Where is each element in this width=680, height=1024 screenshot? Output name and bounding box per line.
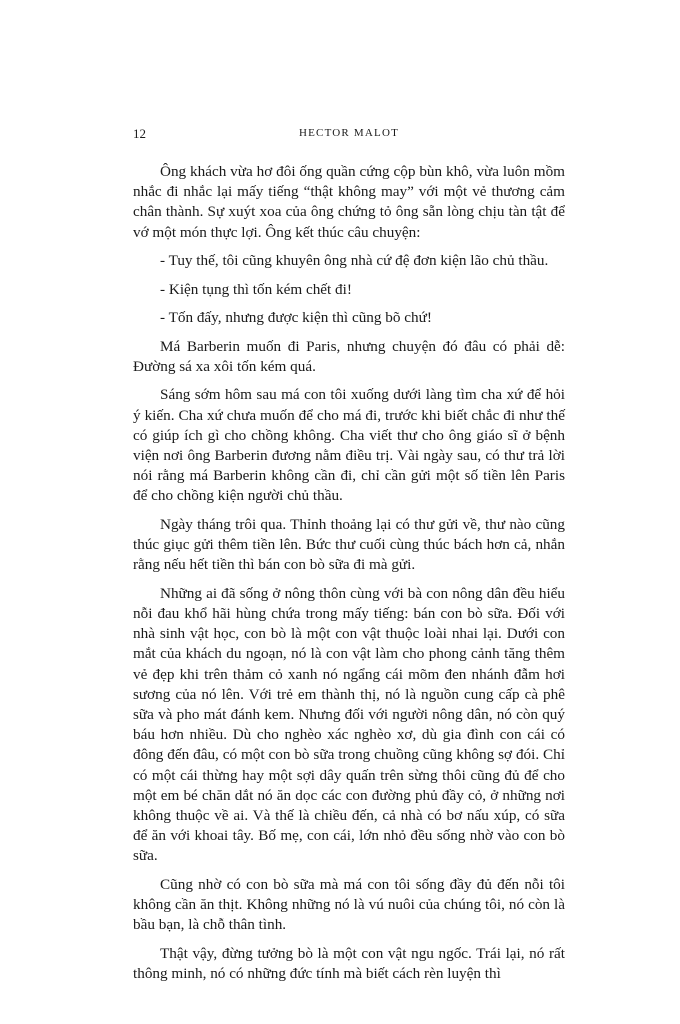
paragraph: Cũng nhờ có con bò sữa mà má con tôi sống đầy đủ đến nỗi tôi không cần ăn thịt. Không những nó là vú nuôi của chúng tôi, nó còn là bầu bạn, là chỗ thân tình. — [133, 875, 565, 934]
running-head: HECTOR MALOT — [298, 127, 400, 139]
paragraph: Thật vậy, đừng tưởng bò là một con vật ngu ngốc. Trái lại, nó rất thông minh, nó có những đức tính mà biết cách rèn luyện thì — [133, 944, 565, 982]
paragraph: Ông khách vừa hơ đôi ống quần cứng cộp bùn khô, vừa luôn mồm nhắc đi nhắc lại mấy tiếng “thật không may” với một vẻ thương cảm chân thành. Sự xuýt xoa của ông chứng tỏ ông sẵn lòng chịu tàn tật để vớ một món thực lợi. Ông kết thúc câu chuyện: — [133, 163, 565, 241]
page-number: 12 — [133, 126, 146, 141]
dialogue-line: - Kiện tụng thì tốn kém chết đi! — [160, 280, 352, 298]
paragraph: Ngày tháng trôi qua. Thỉnh thoảng lại có thư gửi về, thư nào cũng thúc giục gửi thêm tiền lên. Bức thư cuối cùng thúc bách hơn cả, nhắn rằng nếu hết tiền thì bán con bò sữa đi mà gửi. — [133, 515, 565, 574]
paragraph: Những ai đã sống ở nông thôn cùng với bà con nông dân đều hiểu nỗi đau khổ hãi hùng chứa trong mấy tiếng: bán con bò sữa. Đối với nhà sinh vật học, con bò là một con vật thuộc loài nhai lại. Dưới con mắt của khách du ngoạn, nó là con vật làm cho phong cảnh tăng thêm vẻ đẹp khi trên thảm cỏ xanh nó ngẩng cái mõm đen nhánh đẫm hơi sương của nó lên. Với trẻ em thành thị, nó là nguồn cung cấp cà phê sữa và pho mát đánh kem. Nhưng đối với người nông dân, nó còn quý báu hơn nhiều. Dù cho nghèo xác nghèo xơ, dù gia đình con cái có đông đến đâu, có một con bò sữa trong chuồng cũng không sợ đói. Chỉ có một cái thừng hay một sợi dây quấn trên sừng thôi cũng đủ để cho một em bé chăn dắt nó ăn dọc các con đường phủ đầy cỏ, ở những nơi không thuộc về ai. Và thế là chiều đến, cả nhà có bơ nấu xúp, có sữa để ăn với khoai tây. Bố mẹ, con cái, lớn nhỏ đều sống nhờ vào con bò sữa. — [133, 584, 565, 865]
page-header — [133, 126, 565, 150]
body-text — [133, 162, 565, 984]
paragraph: Má Barberin muốn đi Paris, nhưng chuyện đó đâu có phải dễ: Đường sá xa xôi tốn kém quá. — [133, 337, 565, 375]
paragraph: Sáng sớm hôm sau má con tôi xuống dưới làng tìm cha xứ để hỏi ý kiến. Cha xứ chưa muốn để cho má đi, trước khi biết chắc đi như thế có giúp ích gì cho chồng không. Cha viết thư cho ông giáo sĩ ở bệnh viện nơi ông Barberin đương nằm điều trị. Vài ngày sau, có thư trả lời nói rằng má Barberin không cần đi, chỉ cần gửi một số tiền lên Paris để cho chồng kiện người chủ thầu. — [133, 386, 565, 505]
dialogue-line: - Tuy thế, tôi cũng khuyên ông nhà cứ đệ đơn kiện lão chủ thầu. — [160, 252, 549, 270]
dialogue-line: - Tốn đấy, nhưng được kiện thì cũng bõ chứ! — [160, 309, 432, 327]
book-page — [133, 126, 565, 992]
